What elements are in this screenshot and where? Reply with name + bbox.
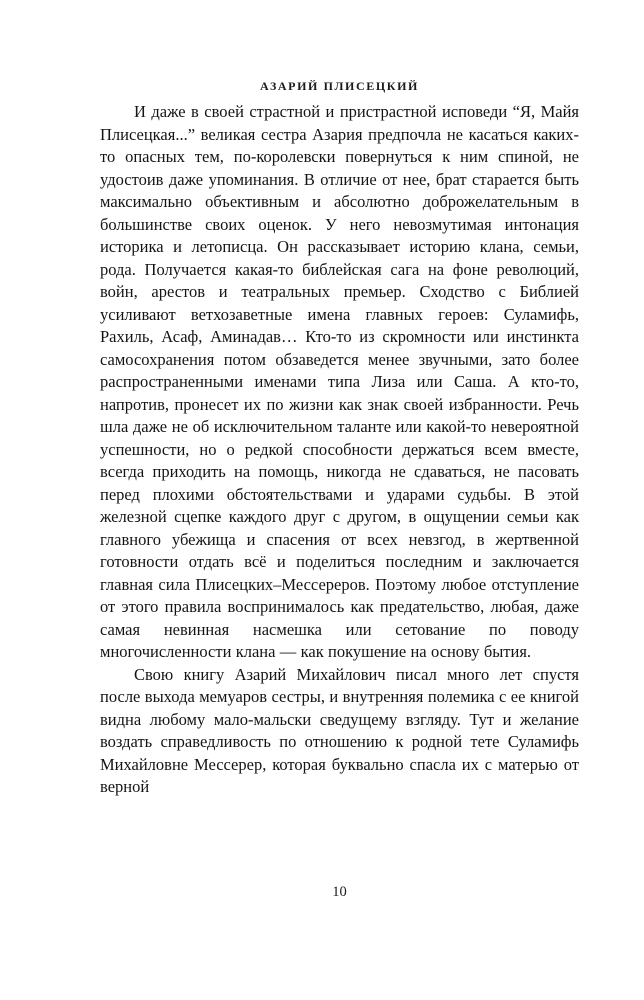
paragraph-2: Свою книгу Азарий Михайлович писал много лет спустя после выхода мемуаров сестры, и внутренняя полемика с ее книгой видна любому мало-мальски сведущему взгляду. Тут и желание воздать справедливость по отношению к родной тете Суламифь Михайловне Мессерер, которая буквально спасла их с матерью от верной bbox=[100, 664, 579, 796]
running-header: АЗАРИЙ ПЛИСЕЦКИЙ bbox=[260, 79, 419, 93]
page-body bbox=[100, 101, 579, 799]
page-number: 10 bbox=[332, 884, 347, 900]
paragraph-1: И даже в своей страстной и пристрастной исповеди “Я, Майя Плисецкая...” великая сестра Азария предпочла не касаться каких-то опасных тем, по-королевски повернуться к ним спиной, не удостоив даже упоминания. В отличие от нее, брат старается быть максимально объективным и абсолютно доброжелательным в большинстве своих оценок. У него невозмутимая интонация историка и летописца. Он рассказывает историю клана, семьи, рода. Получается какая-то библейская сага на фоне революций, войн, арестов и театральных премьер. Сходство с Библией усиливают ветхозаветные имена главных героев: Суламифь, Рахиль, Асаф, Аминадав… Кто-то из скромности или инстинкта самосохранения потом обзаведется менее звучными, зато более распространенными именами типа Лиза или Саша. А кто-то, напротив, пронесет их по жизни как знак своей избранности. Речь шла даже не об исключительном таланте или какой-то невероятной успешности, но о редкой способности держаться всем вместе, всегда приходить на помощь, никогда не сдаваться, не пасовать перед плохими обстоятельствами и ударами судьбы. В этой железной сцепке каждого друг с другом, в ощущении семьи как главного убежища и спасения от всех невзгод, в жертвенной готовности отдать всё и поделиться последним и заключается главная сила Плисецких–Мессереров. Поэтому любое отступление от этого правила воспринималось как предательство, любая, даже самая невинная насмешка или сетование по поводу многочисленности клана — как покушение на основу бытия. bbox=[100, 102, 579, 661]
